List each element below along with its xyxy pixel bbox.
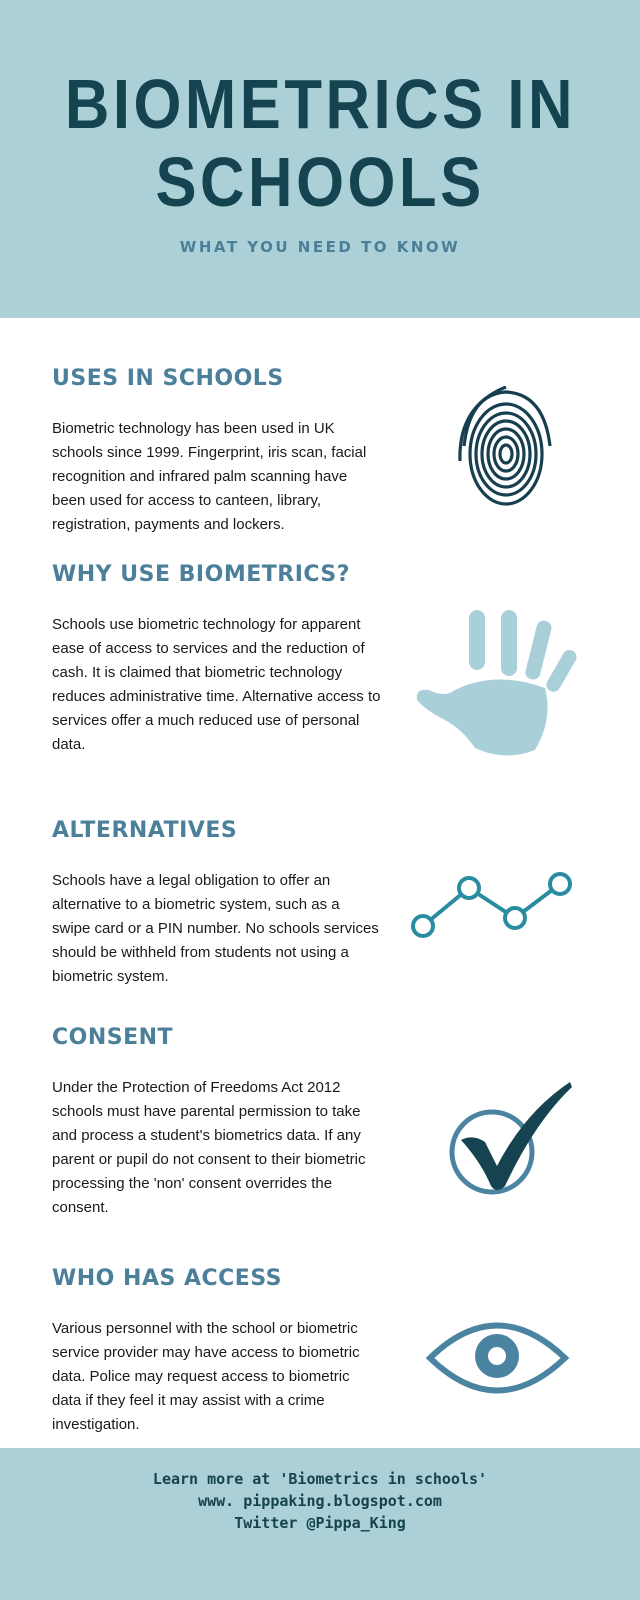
page-title-line2: SCHOOLS <box>155 143 485 221</box>
footer-twitter-handle[interactable]: Twitter @Pippa_King <box>234 1514 406 1532</box>
page-subtitle: WHAT YOU NEED TO KNOW <box>179 238 461 256</box>
section-access <box>52 1266 382 1437</box>
fingerprint-icon <box>456 386 556 521</box>
section-consent <box>52 1025 382 1220</box>
handprint-icon <box>415 610 585 760</box>
title-row-2 <box>0 142 640 222</box>
section-heading: USES IN SCHOOLS <box>52 366 284 391</box>
eye-icon <box>425 1318 570 1398</box>
line-graph-icon <box>405 870 580 940</box>
section-heading: WHO HAS ACCESS <box>52 1266 283 1291</box>
checkmark-icon <box>445 1082 575 1197</box>
section-body: Schools use biometric technology for apparent ease of access to services and the reduction of cash. It is claimed that biometric technology reduces administrative time. Alternative access to services offer a much reduced use of personal data. <box>52 616 381 753</box>
section-heading: CONSENT <box>52 1025 174 1050</box>
section-body: Various personnel with the school or biometric service provider may have access to biometric data. Police may request access to biometric data if they feel it may assist with a crime investigation. <box>52 1320 360 1433</box>
section-body: Schools have a legal obligation to offer an alternative to a biometric system, such as a swipe card or a PIN number. No schools services should be withheld from students not using a biometric system. <box>52 872 379 985</box>
header-banner <box>0 0 640 318</box>
title-row-1 <box>0 64 640 144</box>
section-why <box>52 562 382 757</box>
section-alternatives <box>52 818 382 989</box>
page-title-line1: BIOMETRICS IN <box>64 65 576 143</box>
footer-learn-more: Learn more at 'Biometrics in schools' <box>152 1470 488 1488</box>
section-heading: ALTERNATIVES <box>52 818 238 843</box>
section-heading: WHY USE BIOMETRICS? <box>52 562 351 587</box>
footer <box>0 1448 640 1600</box>
section-uses <box>52 366 382 537</box>
section-body: Biometric technology has been used in UK schools since 1999. Fingerprint, iris scan, facial recognition and infrared palm scanning have been used for access to canteen, library, registration, payments and lockers. <box>52 420 367 533</box>
section-body: Under the Protection of Freedoms Act 2012 schools must have parental permission to take and process a student's biometrics data. If any parent or pupil do not consent to their biometric processing the 'non' consent overrides the consent. <box>52 1079 366 1216</box>
footer-website-link[interactable]: www. pippaking.blogspot.com <box>198 1492 442 1510</box>
